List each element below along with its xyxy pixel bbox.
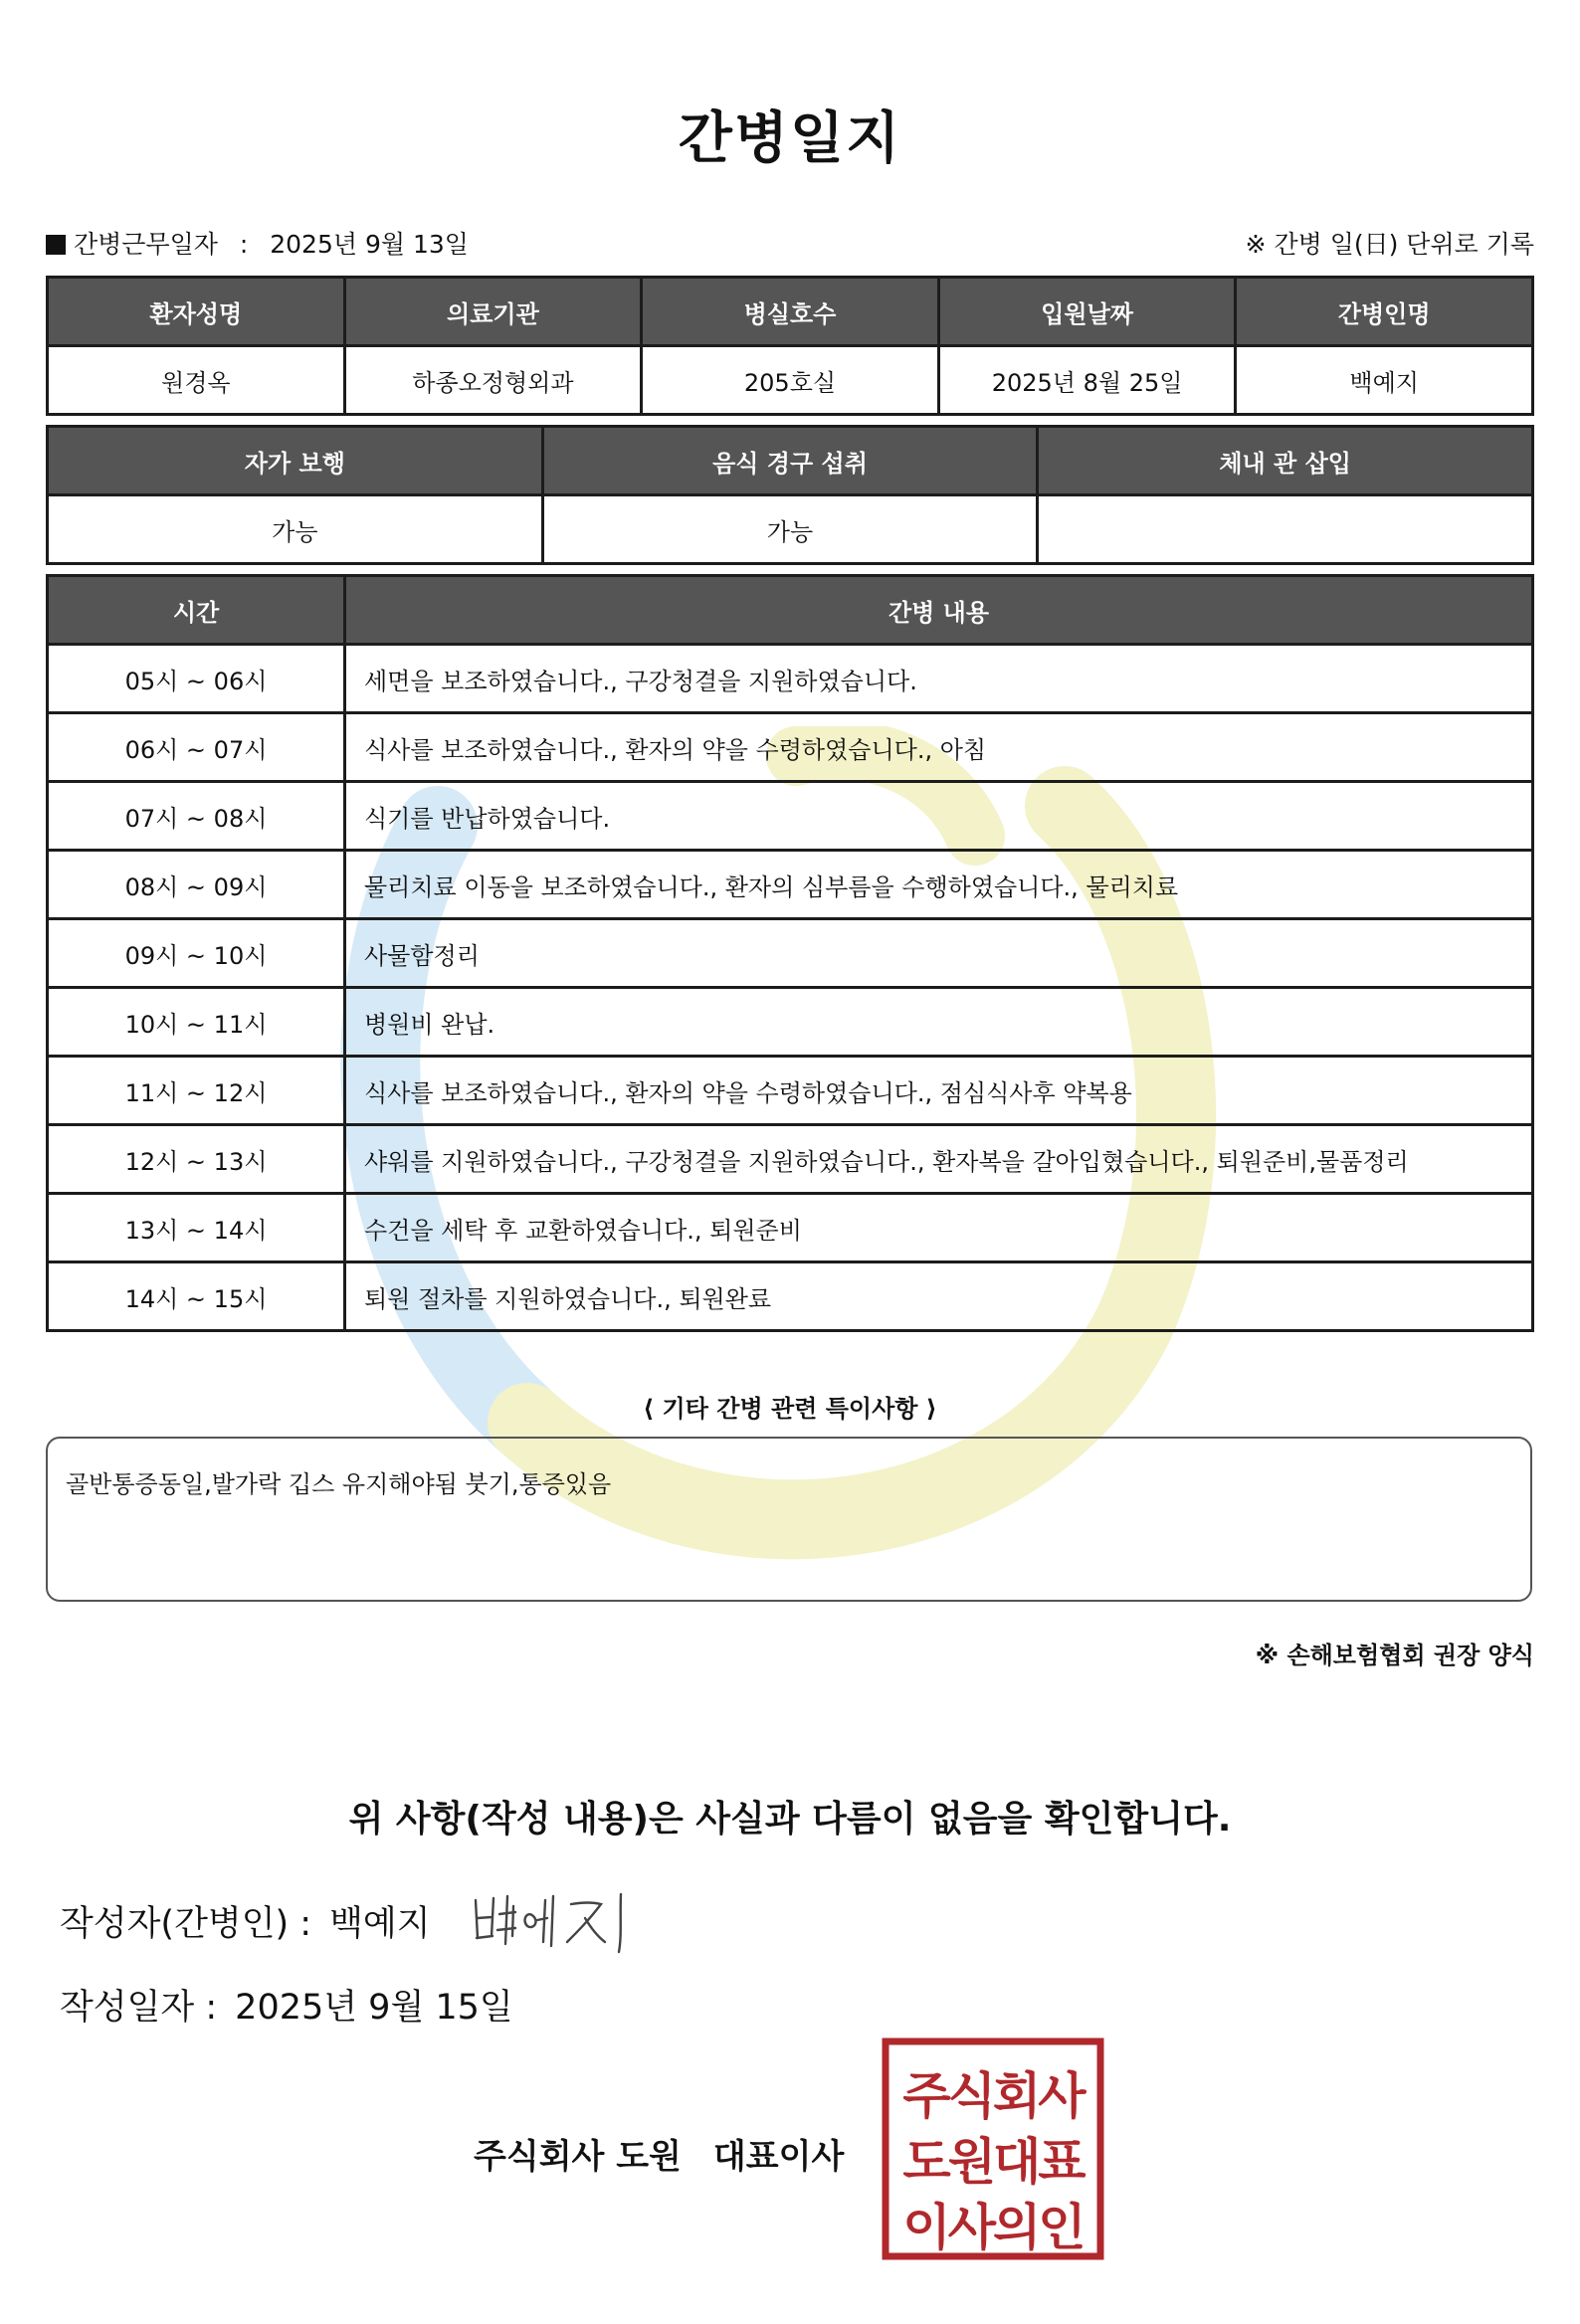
table-row [48, 1125, 1533, 1194]
header-patient-name: 환자성명 [48, 278, 345, 346]
patient-status-table [46, 425, 1534, 565]
log-time: 13시 ~ 14시 [48, 1194, 345, 1262]
work-date-value: 2025년 9월 13일 [270, 230, 469, 259]
svg-text:이사의인: 이사의인 [902, 2199, 1084, 2256]
header-admission-date: 입원날짜 [938, 278, 1236, 346]
table-row [48, 1262, 1533, 1331]
special-notes-title: ⟨ 기타 간병 관련 특이사항 ⟩ [643, 1395, 937, 1423]
table-row [48, 1057, 1533, 1125]
log-time: 10시 ~ 11시 [48, 988, 345, 1057]
square-bullet-icon [46, 235, 66, 255]
table-row [48, 851, 1533, 919]
log-time: 08시 ~ 09시 [48, 851, 345, 919]
header-oral-intake: 음식 경구 섭취 [542, 427, 1038, 495]
company-seal-stamp [882, 2037, 1104, 2260]
log-time: 06시 ~ 07시 [48, 713, 345, 782]
writer-line [60, 1896, 431, 1946]
hospital-name: 하종오정형외과 [344, 346, 642, 415]
log-time: 07시 ~ 08시 [48, 782, 345, 851]
header-time: 시간 [48, 576, 345, 645]
room-number: 205호실 [642, 346, 939, 415]
written-date-value: 2025년 9월 15일 [235, 1988, 513, 2028]
written-date-label: 작성일자 : [60, 1988, 218, 2028]
patient-header-row [48, 278, 1533, 346]
tube-insertion-value [1038, 495, 1533, 564]
header-self-walking: 자가 보행 [48, 427, 543, 495]
log-time: 05시 ~ 06시 [48, 645, 345, 713]
svg-text:주식회사: 주식회사 [902, 2067, 1084, 2125]
company-name: 주식회사 도원 [474, 2137, 682, 2177]
status-value-row [48, 495, 1533, 564]
company-line [474, 2129, 844, 2178]
company-rep-title: 대표이사 [712, 2137, 845, 2177]
writer-label: 작성자(간병인) : [60, 1904, 312, 1944]
admission-date: 2025년 8월 25일 [938, 346, 1236, 415]
table-row [48, 713, 1533, 782]
log-time: 09시 ~ 10시 [48, 919, 345, 988]
patient-name: 원경옥 [48, 346, 345, 415]
handwritten-signature [472, 1886, 647, 1956]
unit-note: ※ 간병 일(日) 단위로 기록 [1245, 230, 1534, 259]
log-content: 식기를 반납하였습니다. [345, 782, 1533, 851]
header-caregiver: 간병인명 [1236, 278, 1533, 346]
log-content: 샤워를 지원하였습니다., 구강청결을 지원하였습니다., 환자복을 갈아입혔습니다., 퇴원준비,물품정리 [345, 1125, 1533, 1194]
patient-info-table [46, 276, 1534, 416]
log-time: 14시 ~ 15시 [48, 1262, 345, 1331]
oral-intake-value: 가능 [542, 495, 1038, 564]
work-date-label: 간병근무일자 [74, 230, 218, 259]
table-row [48, 919, 1533, 988]
log-content: 사물함정리 [345, 919, 1533, 988]
header-hospital: 의료기관 [344, 278, 642, 346]
log-time: 12시 ~ 13시 [48, 1125, 345, 1194]
special-notes-box: 골반통증동일,발가락 깁스 유지해야됨 붓기,통증있음 [46, 1437, 1532, 1602]
care-log-table [46, 574, 1534, 1332]
self-walking-value: 가능 [48, 495, 543, 564]
patient-value-row [48, 346, 1533, 415]
log-content: 병원비 완납. [345, 988, 1533, 1057]
table-row [48, 988, 1533, 1057]
log-time: 11시 ~ 12시 [48, 1057, 345, 1125]
header-care-content: 간병 내용 [345, 576, 1533, 645]
table-row [48, 1194, 1533, 1262]
svg-text:도원대표: 도원대표 [902, 2133, 1084, 2191]
written-date-line [60, 1980, 513, 2030]
header-room: 병실호수 [642, 278, 939, 346]
page-title: 간병일지 [678, 106, 902, 171]
recommend-note: ※ 손해보험협회 권장 양식 [1255, 1642, 1534, 1669]
caregiver-name: 백예지 [1236, 346, 1533, 415]
writer-name: 백예지 [329, 1904, 431, 1944]
log-content: 식사를 보조하였습니다., 환자의 약을 수령하였습니다., 아침 [345, 713, 1533, 782]
header-tube-insertion: 체내 관 삽입 [1038, 427, 1533, 495]
table-row [48, 782, 1533, 851]
status-header-row [48, 427, 1533, 495]
work-date-separator: : [239, 230, 249, 259]
log-content: 세면을 보조하였습니다., 구강청결을 지원하였습니다. [345, 645, 1533, 713]
log-content: 물리치료 이동을 보조하였습니다., 환자의 심부름을 수행하였습니다., 물리치료 [345, 851, 1533, 919]
log-content: 식사를 보조하였습니다., 환자의 약을 수령하였습니다., 점심식사후 약복용 [345, 1057, 1533, 1125]
confirmation-statement: 위 사항(작성 내용)은 사실과 다름이 없음을 확인합니다. [348, 1799, 1232, 1840]
table-row [48, 645, 1533, 713]
meta-row [46, 225, 1534, 261]
log-content: 수건을 세탁 후 교환하였습니다., 퇴원준비 [345, 1194, 1533, 1262]
log-header-row [48, 576, 1533, 645]
work-date [46, 225, 469, 261]
log-content: 퇴원 절차를 지원하였습니다., 퇴원완료 [345, 1262, 1533, 1331]
